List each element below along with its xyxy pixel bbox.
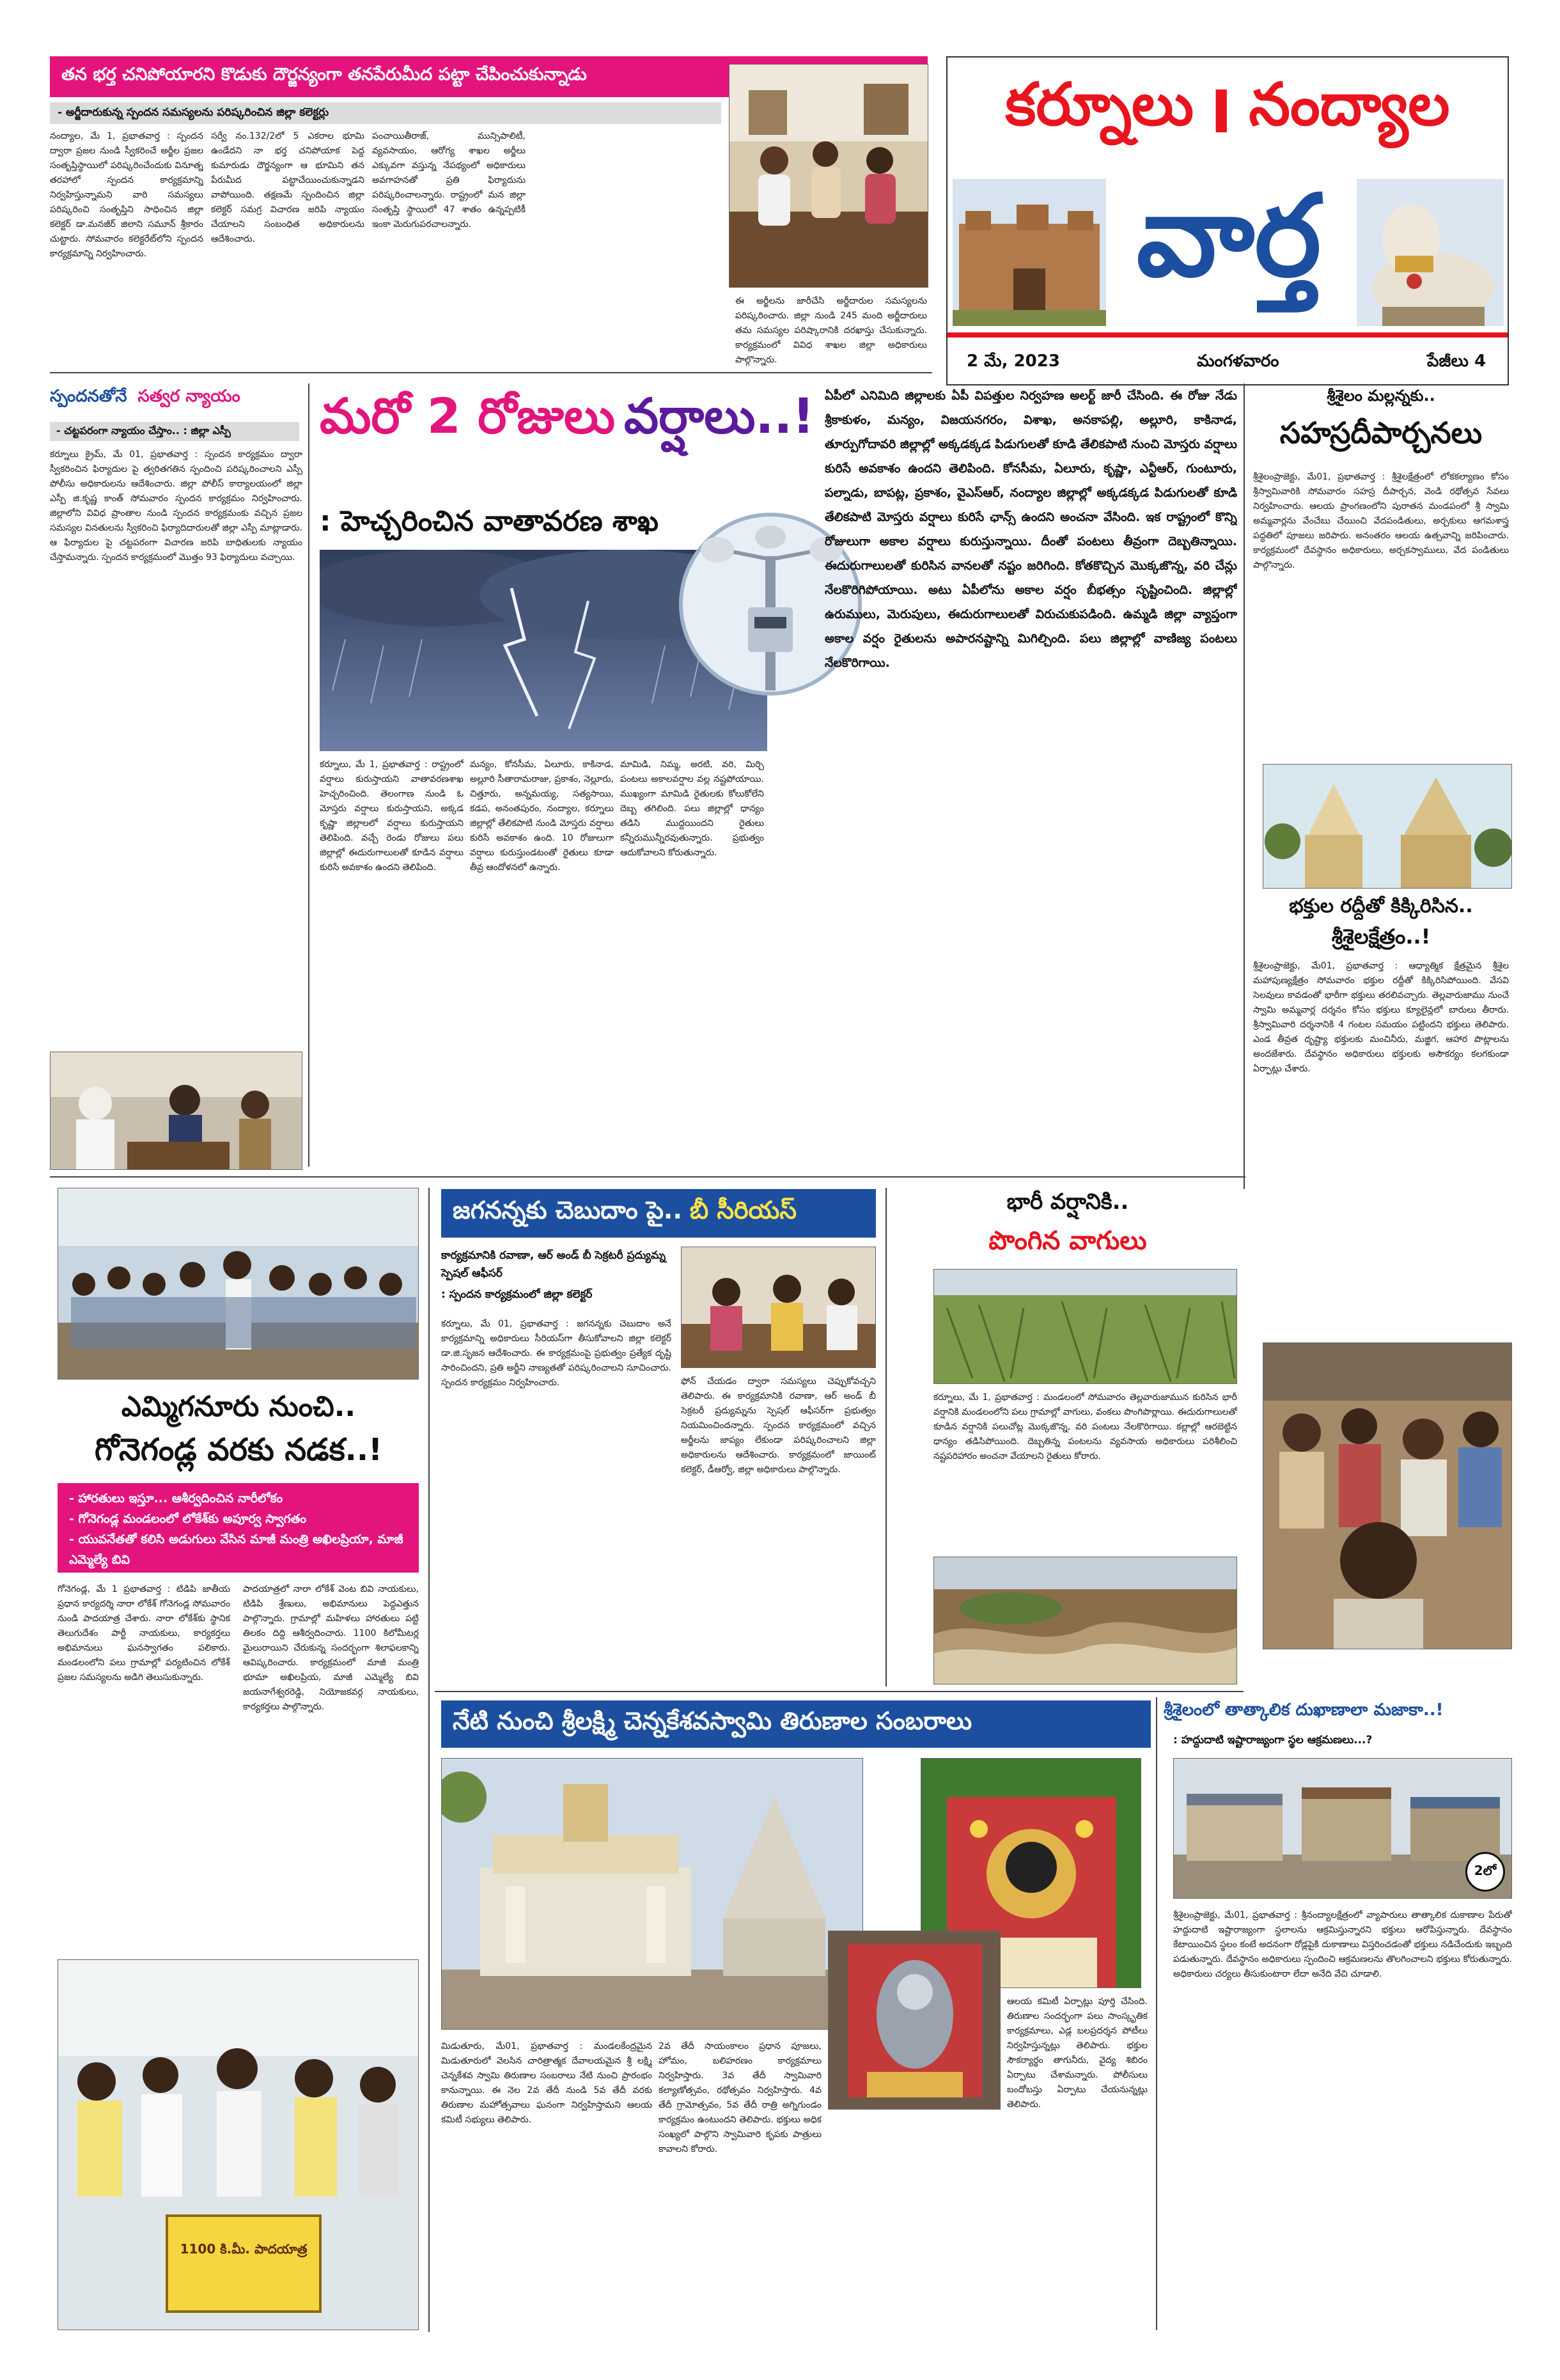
divider-lower (435, 1691, 1244, 1692)
jagananna-col-2: ఫోన్ చేయడం ద్వారా సమస్యలు చెప్పుకోవచ్చని తెలిపారు. ఈ కార్యక్రమానికి రవాణా, ఆర్ అండ్ బీ సెక్రటరీ ప్రద్యుమ్నను స్పెషల్ ఆఫీసర్‌గా ప్రభుత్వం నియమించిందన్నారు. స్పందన కార్యక్రమంలో వచ్చిన అర్జీలను జాప్యం లేకుండా పరిష్కరించాలని జిల్లా అధికారులను ఆదేశించారు. కార్యక్రమంలో జాయింట్ కలెక్టర్, డీఆర్వో, జిల్లా అధికారులు పాల్గొన్నారు. (681, 1376, 876, 1475)
masthead-red-rule (948, 332, 1508, 338)
encroach-subhead: : హద్దుదాటి ఇష్టారాజ్యంగా స్థల ఆక్రమణలు...? (1173, 1734, 1373, 1746)
rain-col-1: కర్నూలు, మే 1, ప్రభాతవార్త : రాష్ట్రంలో వర్షాలు కురుస్తాయని వాతావరణశాఖ హెచ్చరించింది. తెలంగాణ నుండి ఓ మోస్తరు వర్షాలు కురుస్తాయని, అక్కడ కృష్ణా జిల్లాలలో వర్షాలు కురుస్తాయని తెలిపింది. వచ్చే రెండు రోజులు పలు జిల్లాల్లో ఈదురుగాలులతో కూడిన వర్షాలు కురిసే అవకాశం ఉందని తెలిపింది. (320, 759, 464, 873)
jagananna-col-1: కర్నూలు, మే 01, ప్రభాతవార్త : జగనన్నకు చెబుదాం అనే కార్యక్రమాన్ని అధికారులు సీరియస్‌గా తీసుకోవాలని జిల్లా కలెక్టర్ డా.జి.సృజన ఆదేశించారు. ఈ కార్యక్రమంపై ప్రభుత్వం ప్రత్యేక దృష్టి సారించిందని, ప్రతి అర్జీని నాణ్యతతో పరిష్కరించాలని సూచించారు. స్పందన కార్యక్రమం నిర్వహించారు. (441, 1319, 671, 1388)
masthead-fort-image (953, 179, 1106, 326)
devotees-crowd-photo (1263, 1342, 1512, 1649)
march-plaque-label: 1100 కి.మీ. పాదయాత్ర (180, 2241, 308, 2257)
spandana-body: కర్నూలు క్రైమ్, మే 01, ప్రభాతవార్త : స్పందన కార్యక్రమం ద్వారా స్వీకరించిన ఫిర్యాదుల పై త్వరితగతిన స్పందించి పరిష్కరించాలని ఎస్పీ పోలీసు అధికారులను ఆదేశించారు. జిల్లా పోలీస్ కార్యాలయంలో జిల్లా ఎస్పీ జి.కృష్ణ కాంత్ సోమవారం స్పందన కార్యక్రమం నిర్వహించారు. జిల్లాలోని వివిధ ప్రాంతాల నుండి స్పందన కార్యక్రమంకు వచ్చిన ప్రజల సమస్యల వినతులను స్వీకరించి ఫిర్యాదిదారులతో జిల్లా ఎస్పీ మాట్లాడారు. ఆ ఫిర్యాదుల పై చట్టపరంగా విచారణ జరిపి బాధితులకు న్యాయం చేస్తామన్నారు. స్పందన కార్యక్రమంలో మొత్తం 93 ఫిర్యాదులు వచ్చాయి. (50, 449, 302, 563)
divider-top (50, 372, 932, 373)
masthead-paper-name: వార్త (1136, 169, 1322, 302)
devotees-headline-b: శ్రీశైలక్షేత్రం..! (1331, 924, 1431, 949)
rain-headline (320, 384, 825, 460)
spandana-subhead: - చట్టపరంగా న్యాయం చేస్తాం.. : జిల్లా ఎస్పీ (50, 422, 299, 441)
streams-headline-a: భారీ వర్షానికి.. (1006, 1189, 1129, 1215)
top-story-col-2: సర్వే నం.132/2లో 5 ఎకరాల భూమి ఉండేదని నా భర్త చనిపోయాక పెద్ద కుమారుడు దౌర్జన్యంగా ఆ భూమిని తన పేరుమీద పట్టాచేయించుకున్నాడని వాపోయింది. తక్షణమే స్పందించిన జిల్లా కలెక్టర్ సమగ్ర విచారణ జరిపి న్యాయం చేయాలని సంబంధిత అధికారులను ఆదేశించారు. (211, 131, 364, 244)
masthead-weekday: మంగళవారం (1197, 352, 1279, 371)
masthead-info-bar (948, 342, 1508, 384)
rain-subhead: : హెచ్చరించిన వాతావరణ శాఖ (320, 505, 659, 538)
festival-col-1: మిడుతూరు, మే01, ప్రభాతవార్త : మండలకేంద్రమైన మిడుతూరులో వెలసిన చారిత్రాత్మక దేవాలయమైన శ్రీ లక్ష్మి చెన్నకేశవ స్వామి తిరుణాల సంబరాలు నేటి నుంచి ప్రారంభం కానున్నాయి. ఈ నెల 2వ తేదీ నుండి 5వ తేదీ వరకు తిరుణాల మహోత్సవాలు ఘనంగా నిర్వహిస్తామని ఆలయ కమిటీ సభ్యులు తెలిపారు. (441, 2041, 652, 2125)
festival-col-2: 2వ తేదీ సాయంకాలం ప్రధాన పూజలు, హోమం, బలిహరణం కార్యక్రమాలు నిర్వహిస్తారు. 3వ తేదీ స్వామివారి కల్యాణోత్సవం, రథోత్సవం నిర్వహిస్తారు. 4వ తేదీ గ్రామోత్సవం, 5వ తేదీ రాత్రి అగ్నిగుండం కార్యక్రమం ఉంటుందని తెలిపారు. భక్తులు అధిక సంఖ్యలో పాల్గొని స్వామివారి కృపకు పాత్రులు కావాలని కోరారు. (659, 2041, 822, 2154)
masthead (946, 56, 1509, 385)
festival-banner (441, 1700, 1151, 1748)
rain-headline-b: వర్షాలు..! (624, 387, 815, 444)
spandana-kicker-row (50, 387, 299, 416)
spandana-kicker: స్పందనతోనే (50, 387, 127, 406)
masthead-page: పేజీలు 4 (1427, 352, 1486, 371)
collector-office-photo (729, 64, 928, 288)
masthead-region-sep: I (1210, 77, 1233, 146)
masthead-region-right: నంద్యాల (1249, 70, 1450, 139)
march-headline-b: గోనెగండ్ల వరకు నడక..! (94, 1432, 383, 1468)
march-plaque-photo (58, 1959, 419, 2330)
jagananna-sub-2: : స్పందన కార్యక్రమంలో జిల్లా కలెక్టర్ (441, 1288, 593, 1301)
rain-col-3: మామిడి, నిమ్మ, అరటి, వరి, మిర్చి పంటలు అకాలవర్షాల వల్ల నష్టపోయాయి. ముఖ్యంగా మామిడి రైతులకు కోలుకోలేని దెబ్బ తగిలింది. పలు జిల్లాల్లో ధాన్యం తడిసి ముద్దయిందని రైతులు కన్నీరుమున్నీరవుతున్నారు. ప్రభుత్వం ఆదుకోవాలని కోరుతున్నారు. (620, 759, 764, 858)
masthead-date: 2 మే, 2023 (967, 352, 1060, 371)
streams-water-photo (933, 1557, 1237, 1684)
march-crowd-photo (58, 1188, 419, 1380)
rain-headline-a: మరో 2 రోజులు (320, 387, 616, 444)
streams-body: కర్నూలు, మే 1, ప్రభాతవార్త : మండలంలో సోమవారం తెల్లవారుజామున కురిసిన భారీ వర్షానికి మండలంలోని పలు గ్రామాల్లో వాగులు, వంకలు పొంగిపొర్లాయి. ఈదురుగాలులతో కూడిన వర్షానికి పలుచోట్ల మొక్కజొన్న, వరి పంటలు నేలకొరిగాయి. కల్లాల్లో ఆరబెట్టిన ధాన్యం తడిసిపోయింది. దెబ్బతిన్న పంటలను వ్యవసాయ అధికారులు పరిశీలించి నష్టపరిహారం అంచనా వేయాలని రైతులు కోరారు. (933, 1392, 1237, 1461)
encroach-continue-badge: 2లో (1465, 1852, 1505, 1892)
lamps-headline: సహస్రదీపార్చనలు (1279, 416, 1483, 450)
rain-col-2: మన్యం, కోనసీమ, ఏలూరు, కాకినాడ, అల్లూరి సీతారామరాజు, ప్రకాశం, నెల్లూరు, చిత్తూరు, అన్నమయ్య, సత్యసాయి, కడప, అనంతపురం, నంద్యాల, కర్నూలు జిల్లాల్లో తేలికపాటి నుండి మోస్తరు వర్షాలు కురిసే అవకాశం ఉంది. 10 రోజులుగా వర్షాలు కురుస్తుండటంతో రైతులు కూడా తీవ్ర ఆందోళనలో ఉన్నారు. (470, 759, 614, 873)
masthead-nandi-image (1357, 179, 1504, 326)
lamps-body: శ్రీశైలంప్రాజెక్టు, మే01, ప్రభాతవార్త : శ్రీశైలక్షేత్రంలో లోకకల్యాణం కోసం శ్రీస్వామివారికి సోమవారం సహస్ర దీపార్చన, వెండి రథోత్సవ సేవలు నిర్వహించారు. ఆలయ ప్రాంగణంలోని పురాతన మండపంలో శ్రీ స్వామి అమ్మవార్లను వేంచేబు చేయించి వేదపండితులు, అర్చకులు ఆగమశాస్త్ర పద్ధతిలో పూజలు జరిపారు. అనంతరం ఆలయ ఉత్సవాన్ని జరిపించారు. కార్యక్రమంలో దేవస్థానం అధికారులు, అర్చకస్వాములు, వేద పండితులు పాల్గొన్నారు. (1253, 472, 1509, 570)
encroach-headline: శ్రీశైలంలో తాత్కాలిక దుఖాణాలా మజాకా..! (1164, 1700, 1444, 1720)
divider-col-c (428, 1188, 430, 2332)
divider-col-b (1244, 384, 1245, 1189)
jagananna-banner (441, 1189, 876, 1238)
march-headline-a: ఎమ్మిగనూరు నుంచి.. (121, 1390, 356, 1423)
march-bullets (58, 1483, 419, 1573)
jagananna-meeting-photo (681, 1247, 876, 1368)
festival-temple-photo (441, 1758, 863, 2030)
lamps-kicker: శ్రీశైలం మల్లన్నకు.. (1327, 387, 1435, 405)
encroach-shops-photo (1173, 1758, 1512, 1899)
streams-headline-b: పొంగిన వాగులు (988, 1226, 1147, 1256)
jagananna-headline-a: జగనన్నకు చెబుదాం పై.. (453, 1196, 682, 1224)
march-bullet-3: - యువనేతతో కలిసి అడుగులు వేసిన మాజీ మంత్రి అఖిలప్రియా, మాజీ ఎమ్మెల్యే బివి (69, 1532, 403, 1567)
top-story-col-1: నంద్యాల, మే 1, ప్రభాతవార్త : స్పందన ద్వారా ప్రజల నుండి స్వీకరించే అర్జీల ప్రజల సంతృప్తిస్థాయిలో పరిష్కరించేందుకు వినూత్న తరహాలో స్పందన కార్యక్రమాన్ని నిర్వహిస్తున్నామని వారి సమస్యలు పరిష్కరించి సంతృప్తిని సాధించిన జిల్లా కలెక్టర్ డా.మనజీర్ జిలాని సమూన్ శ్రీకారం చుట్టారు. సోమవారం కలెక్టరేట్‌లోని స్పందన కార్యక్రమాన్ని నిర్వహించారు. (50, 131, 203, 259)
streams-crop-photo (933, 1269, 1237, 1384)
divider-col-a (308, 384, 309, 1167)
rain-right-body: ఏపీలో ఎనిమిది జిల్లాలకు ఏపీ విపత్తుల నిర్వహణ అలర్ట్ జారీ చేసింది. ఈ రోజు నేడు శ్రీకాకుళం, మన్యం, విజయనగరం, విశాఖ, అనకాపల్లి, అల్లూరి, కాకినాడ, తూర్పుగోదావరి జిల్లాల్లో అక్కడక్కడ పిడుగులతో కూడి తేలికపాటి నుంచి మోస్తరు వర్షాలు కురిసే అవకాశం ఉందని తెలిపింది. కోనసీమ, ఏలూరు, కృష్ణా, ఎన్టీఆర్, గుంటూరు, పల్నాడు, బాపట్ల, ప్రకాశం, వైఎస్ఆర్, నంద్యాల జిల్లాల్లో అక్కడక్కడ పిడుగులతో కూడి తేలికపాటి మోస్తరు వర్షాలు కురిసే ఛాన్స్ ఉందని అంచనా వేసింది. ఇక రాష్ట్రంలో కొన్ని రోజులుగా అకాల వర్షాలు కురుస్తున్నాయి. దీంతో పంటలు తీవ్రంగా దెబ్బతిన్నాయి. ఈదురుగాలులతో కురిసిన వానలతో నష్టం జరిగింది. కోతకొచ్చిన మొక్కజొన్న, వరి చేన్లు నేలకొరిగిపోయాయి. అటు ఏపీలోను అకాల వర్షం బీభత్సం సృష్టించింది. జిల్లాల్లో ఉరుములు, మెరుపులు, ఈదురుగాలులతో విరుచుకుపడింది. ఉమ్మడి జిల్లా వ్యాప్తంగా అకాల వర్షం రైతులను అపారనష్టాన్ని మిగిల్చింది. పలు జిల్లాల్లో వాణిజ్య పంటలు నేలకొరిగాయి. (825, 389, 1237, 670)
masthead-region-left: కర్నూలు (1005, 70, 1194, 139)
march-bullet-2: - గోనెగండ్ల మండలంలో లోకేశ్‌కు అపూర్వ స్వాగతం (69, 1512, 306, 1526)
divider-mid (50, 1176, 1245, 1178)
march-bullet-1: - హారతులు ఇస్తూ... ఆశీర్వదించిన నారీలోకం (69, 1491, 283, 1505)
encroach-body: శ్రీశైలంప్రాజెక్టు, మే01, ప్రభాతవార్త : శ్రీనంద్యాలక్షేత్రంలో వ్యాపారులు తాత్కాలిక దుకాణాల పేరుతో హద్దుదాటి ఇష్టారాజ్యంగా స్థలాలను ఆక్రమిస్తున్నారని భక్తులు ఆరోపిస్తున్నారు. దేవస్థానం కేటాయించిన స్థలం కంటే అదనంగా రోడ్లపైకి దుకాణాలు విస్తరించడంతో భక్తులు నడిచేందుకు ఇబ్బంది పడుతున్నారు. దేవస్థానం అధికారులు స్పందించి ఆక్రమణలను తొలగించాలని భక్తులు కోరుతున్నారు. అధికారులు చర్యలు తీసుకుంటారా లేదా అనేది వేచి చూడాలి. (1173, 1910, 1512, 1979)
jagananna-sub-1: కార్యక్రమానికి రవాణా, ఆర్ అండ్ బీ సెక్రటరీ ప్రద్యుమ్న స్పెషల్ ఆఫీసర్ (441, 1249, 666, 1280)
festival-headline: నేటి నుంచి శ్రీలక్ష్మి చెన్నకేశవస్వామి తిరుణాల సంబరాలు (453, 1707, 972, 1735)
march-col-1: గోనెగండ్ల, మే 1 ప్రభాతవార్త : టిడిపి జాతీయ ప్రధాన కార్యదర్శి నారా లోకేశ్ గోనెగండ్ల సోమవారం నుండి పాదయాత్ర చేశారు. నారా లోకేశ్‌కు స్థానిక తెలుగుదేశం పార్టీ నాయకులు, కార్యకర్తలు అభిమానులు ఘనస్వాగతం పలికారు. మండలంలోని పలు గ్రామాల్లో పర్యటించిన లోకేశ్ ప్రజల సమస్యలను అడిగి తెలుసుకున్నారు. (58, 1584, 230, 1683)
spandana-kicker-2: సత్వర న్యాయం (137, 387, 240, 406)
lamps-temple-photo (1263, 764, 1512, 889)
top-story-headline: తన భర్త చనిపోయారని కొడుకు దౌర్జన్యంగా తనపేరుమీద పట్టా చేపించుకున్నాడు (61, 65, 587, 84)
festival-col-3: ఆలయ కమిటీ ఏర్పాట్లు పూర్తి చేసింది. తిరుణాల సందర్భంగా పలు సాంస్కృతిక కార్యక్రమాలు, ఎడ్ల బలప్రదర్శన పోటీలు నిర్వహిస్తున్నట్లు తెలిపారు. భక్తుల సౌకర్యార్థం తాగునీరు, వైద్య శిబిరం ఏర్పాటు చేశామన్నారు. పోలీసులు బందోబస్తు ఏర్పాటు చేయనున్నట్లు తెలిపారు. (1007, 1996, 1148, 2110)
top-story-col-4: ఈ అర్జీలను జారీచేసి అర్జీదారుల సమస్యలను పరిష్కరించారు. జిల్లా నుండి 245 మంది అర్జీదారులు తమ సమస్యల పరిష్కారానికి దరఖాస్తు చేసుకున్నారు. కార్యక్రమంలో వివిధ శాఖల జిల్లా అధికారులు పాల్గొన్నారు. (735, 296, 927, 365)
masthead-regions (948, 58, 1508, 166)
divider-col-d (885, 1188, 887, 1686)
top-story-col-3: పంచాయితీరాజ్, మున్సిపాలిటీ, వ్యవసాయం, ఆరోగ్య శాఖల అర్జీలు ఎక్కువగా వస్తున్న నేపథ్యంలో అధికారులు అవగాహనతో ప్రతి ఫిర్యాదును పరిష్కరించాలన్నారు. రాష్ట్రంలో మన జిల్లా సంతృప్తి స్థాయిలో 47 శాతం ఉన్నప్పటికీ ఇంకా మెరుగుపరచాలన్నారు. (372, 131, 526, 229)
spandana-sp-photo (50, 1052, 302, 1170)
festival-deity-photo (828, 1931, 1001, 2110)
jagananna-headline-b: బీ సీరియస్ (689, 1196, 797, 1224)
top-story-subhead: - అర్జీదారుకున్న స్పందన సమస్యలను పరిష్కరించిన జిల్లా కలెక్టర్లు (50, 102, 721, 124)
divider-col-e (1156, 1697, 1157, 2330)
march-col-2: పాదయాత్రలో నారా లోకేశ్ వెంట బివి నాయకులు, టిడిపి శ్రేణులు, అభిమానులు పెద్దఎత్తున పాల్గొన్నారు. గ్రామాల్లో మహిళలు హారతులు పట్టి తిలకం దిద్ది ఆశీర్వదించారు. 1100 కిలోమీటర్ల మైలురాయిని చేరుకున్న సందర్భంగా శిలాఫలకాన్ని ఆవిష్కరించారు. కార్యక్రమంలో మాజీ మంత్రి భూమా అఖిలప్రియ, మాజీ ఎమ్మెల్యే బివి జయనాగేశ్వరరెడ్డి, నియోజకవర్గ నాయకులు, కార్యకర్తలు పాల్గొన్నారు. (243, 1584, 419, 1712)
devotees-headline-a: భక్తుల రద్దీతో కిక్కిరిసిన.. (1289, 895, 1473, 917)
devotees-body: శ్రీశైలంప్రాజెక్టు, మే01, ప్రభాతవార్త : ఆధ్యాత్మిక క్షేత్రమైన శ్రీశైల మహాపుణ్యక్షేత్రం సోమవారం భక్తుల రద్దీతో కిక్కిరిసిపోయింది. వేసవి సెలవులు కావడంతో భారీగా భక్తులు తరలివచ్చారు. తెల్లవారుజాము నుంచే స్వామి అమ్మవార్ల దర్శనం కోసం భక్తులు క్యూలైన్లలో బారులు తీరారు. శ్రీస్వామివారి దర్శనానికి 4 గంటల సమయం పట్టిందని భక్తులు తెలిపారు. ఎండ తీవ్రత దృష్ట్యా భక్తులకు మంచినీరు, మజ్జిగ, ఆహార పొట్లాలను అందజేశారు. దేవస్థానం అధికారులు భక్తులకు అసౌకర్యం కలగకుండా ఏర్పాట్లు చేశారు. (1253, 961, 1509, 1074)
